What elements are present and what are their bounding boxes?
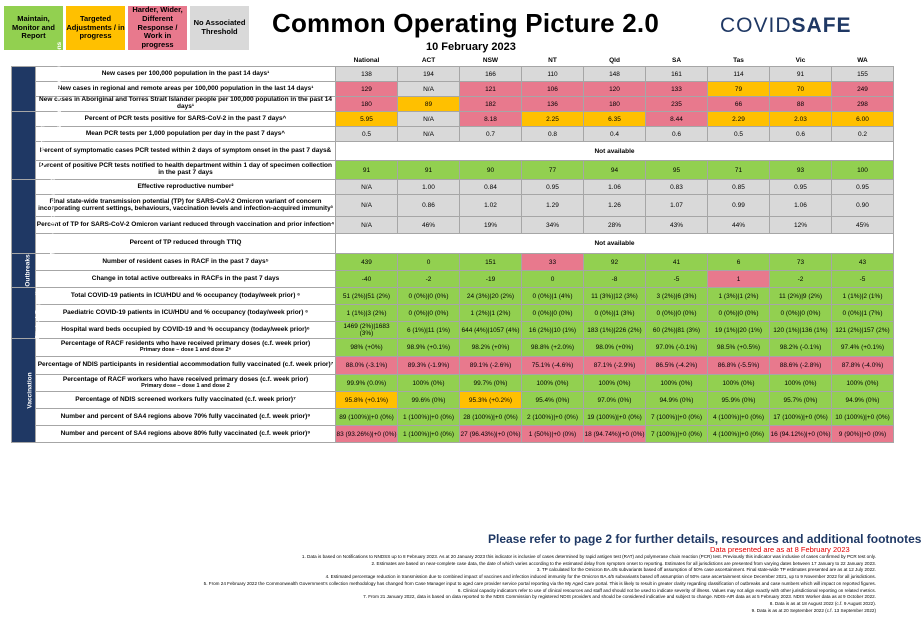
report-date: 10 February 2023 (426, 41, 516, 53)
indicator-label (36, 375, 336, 392)
value-cell: 0.95 (770, 180, 832, 195)
indicator-text: Paediatric COVID-19 patients in ICU/HDU and % occupancy (today/week prior) ⁶ (62, 308, 309, 316)
value-cell: 6 (708, 254, 770, 271)
section-label (12, 339, 36, 443)
value-cell: 0.99 (708, 195, 770, 217)
value-cell: 183 (1%)|226 (2%) (584, 322, 646, 339)
value-cell: 88.6% (-2.8%) (770, 357, 832, 375)
value-cell: 66 (708, 97, 770, 112)
value-cell: 5.95 (336, 112, 398, 127)
value-cell: 2.25 (522, 112, 584, 127)
indicator-text: Percent of positive PCR tests notified to health department within 1 day of specimen collection in the past 7 days (39, 162, 332, 176)
value-cell: 0.83 (646, 180, 708, 195)
value-cell: 100% (0%) (832, 375, 894, 392)
value-cell: 86.8% (-5.5%) (708, 357, 770, 375)
value-cell: 2.29 (708, 112, 770, 127)
value-cell: 89.3% (-1.9%) (398, 357, 460, 375)
value-cell: 0 (0%)|0 (0%) (398, 288, 460, 305)
value-cell: 120 (584, 82, 646, 97)
value-cell: 10 (100%)|+0 (0%) (832, 409, 894, 426)
value-cell: 28% (584, 217, 646, 234)
value-cell: 95.7% (0%) (770, 392, 832, 409)
value-cell: 0 (0%)|0 (0%) (708, 305, 770, 322)
table-row (12, 271, 894, 288)
value-cell: 98.5% (+0.5%) (708, 339, 770, 357)
value-cell: 34% (522, 217, 584, 234)
value-cell: 1 (100%)|+0 (0%) (398, 426, 460, 443)
col-header: Tas (708, 54, 770, 67)
value-cell: 1.26 (584, 195, 646, 217)
value-cell: 1.06 (584, 180, 646, 195)
section-label-text: Vaccination (26, 372, 34, 409)
value-cell: -19 (460, 271, 522, 288)
indicator-text: Change in total active outbreaks in RACFs in the past 7 days (91, 274, 280, 282)
value-cell: 43 (832, 254, 894, 271)
value-cell: 3 (2%)|6 (3%) (646, 288, 708, 305)
value-cell: 1 (3%)|1 (2%) (708, 288, 770, 305)
legend-no-threshold: No Associated Threshold (190, 6, 249, 50)
value-cell: 95.8% (+0.1%) (336, 392, 398, 409)
value-cell: 19 (1%)|20 (1%) (708, 322, 770, 339)
value-cell: 24 (3%)|20 (2%) (460, 288, 522, 305)
value-cell: 100 (832, 161, 894, 180)
footnote: 9. Data is as at 20 September 2022 (c.f. 13 September 2022) (751, 607, 876, 613)
value-cell: 0 (0%)|1 (7%) (832, 305, 894, 322)
value-cell: 19% (460, 217, 522, 234)
value-cell: 110 (522, 67, 584, 82)
value-cell: 129 (336, 82, 398, 97)
value-cell: 0 (398, 254, 460, 271)
value-cell: 7 (100%)|+0 (0%) (646, 409, 708, 426)
value-cell: 16 (94.12%)|+0 (0%) (770, 426, 832, 443)
value-cell: 60 (2%)|81 (3%) (646, 322, 708, 339)
value-cell: 87.8% (-4.0%) (832, 357, 894, 375)
value-cell: 0.95 (832, 180, 894, 195)
table-row (12, 112, 894, 127)
value-cell: 0 (0%)|0 (0%) (522, 305, 584, 322)
value-cell: 73 (770, 254, 832, 271)
indicator-text: Percentage of NDIS screened workers fully vaccinated (c.f. week prior)⁷ (75, 395, 296, 403)
value-cell: 71 (708, 161, 770, 180)
indicator-label (36, 97, 336, 112)
indicator-text: Percentage of RACF residents who have received primary doses (c.f. week prior) (60, 340, 311, 348)
indicator-text: Final state-wide transmission potential (TP) for SARS-CoV-2 Omicron variant of concern incorporating current settings, behaviours, vaccination levels and infection-acquired immunity³ (38, 197, 333, 212)
value-cell: 94.9% (0%) (832, 392, 894, 409)
indicator-label (36, 271, 336, 288)
value-cell: 0.86 (398, 195, 460, 217)
table-row (12, 142, 894, 161)
value-cell: 0 (0%)|0 (0%) (770, 305, 832, 322)
indicator-label (36, 127, 336, 142)
indicator-label (36, 322, 336, 339)
value-cell: 83 (93.26%)|+0 (0%) (336, 426, 398, 443)
value-cell: 1 (708, 271, 770, 288)
legend (4, 6, 252, 50)
section-label (12, 41, 64, 137)
table-row (12, 409, 894, 426)
col-header: Qld (584, 54, 646, 67)
footnote: 4. Estimated percentage reduction in transmission due to combined impact of vaccines and infection induced immunity for the Omicron BA.4/5 subvariants based off assumption of 50% case ascertainment since December 2021, up to 9 November 2022 for all jurisdictions. (325, 574, 876, 580)
value-cell: 98.9% (+0.1%) (398, 339, 460, 357)
value-cell: 88.0% (-3.1%) (336, 357, 398, 375)
value-cell: 0 (0%)|1 (3%) (584, 305, 646, 322)
value-cell: 8.44 (646, 112, 708, 127)
footnote: 7. From 21 January 2022, data is based on data reported to the NDIS Commission by registered NDIS providers and should be considered indicative and subject to change. NDIS-AIR data as at 5 February 2023. NDIS Worker data as at 9 October 2022. (363, 594, 876, 600)
value-cell: 86.5% (-4.2%) (646, 357, 708, 375)
indicator-text: Percent of TP reduced through TTIQ (129, 239, 242, 247)
legend-maintain: Maintain, Monitor and Report (4, 6, 63, 50)
value-cell: 98.0% (+0%) (584, 339, 646, 357)
value-cell: 95 (646, 161, 708, 180)
value-cell: 98.2% (-0.1%) (770, 339, 832, 357)
indicator-text: New cases per 100,000 population in the past 14 days¹ (101, 69, 270, 77)
value-cell: 28 (100%)|+0 (0%) (460, 409, 522, 426)
col-header: NSW (460, 54, 522, 67)
value-cell: 1469 (2%)|1683 (3%) (336, 322, 398, 339)
value-cell: 644 (4%)|1057 (4%) (460, 322, 522, 339)
value-cell: 95.4% (0%) (522, 392, 584, 409)
value-cell: 0.6 (646, 127, 708, 142)
value-cell: 155 (832, 67, 894, 82)
value-cell: 138 (336, 67, 398, 82)
table-row (12, 161, 894, 180)
value-cell: 95.9% (0%) (708, 392, 770, 409)
value-cell: -8 (584, 271, 646, 288)
merged-cell: Not available (336, 234, 894, 254)
indicator-label (36, 254, 336, 271)
value-cell: 121 (460, 82, 522, 97)
table-row (12, 67, 894, 82)
section-label-text: Cases and priority populations (56, 41, 64, 137)
data-as-at: Data presented are as at 8 February 2023 (710, 545, 850, 554)
value-cell: N/A (336, 217, 398, 234)
value-cell: 1.06 (770, 195, 832, 217)
indicator-label (36, 161, 336, 180)
value-cell: 6.00 (832, 112, 894, 127)
indicator-text: Hospital ward beds occupied by COVID-19 and % occupancy (today/week prior)⁶ (61, 325, 310, 333)
value-cell: 106 (522, 82, 584, 97)
page-title: Common Operating Picture 2.0 (272, 8, 660, 38)
value-cell: 12% (770, 217, 832, 234)
value-cell: N/A (336, 180, 398, 195)
value-cell: 75.1% (-4.6%) (522, 357, 584, 375)
value-cell: 0.2 (832, 127, 894, 142)
value-cell: 41 (646, 254, 708, 271)
value-cell: 98% (+0%) (336, 339, 398, 357)
indicator-subtext: Primary dose – dose 1 and dose 2 (141, 382, 230, 389)
indicator-text: Mean PCR tests per 1,000 population per day in the past 7 days^ (85, 129, 286, 137)
value-cell: 44% (708, 217, 770, 234)
value-cell: 1.07 (646, 195, 708, 217)
value-cell: 97.4% (+0.1%) (832, 339, 894, 357)
section-label-text: Clinical Capacity (34, 286, 42, 340)
indicator-label (36, 112, 336, 127)
value-cell: 0.95 (522, 180, 584, 195)
footnote: 8. Data is as at 18 August 2022 (c.f. 9 August 2022). (769, 600, 876, 606)
value-cell: 6 (1%)|11 (1%) (398, 322, 460, 339)
value-cell: 1.29 (522, 195, 584, 217)
value-cell: 9 (90%)|+0 (0%) (832, 426, 894, 443)
indicator-label (36, 195, 336, 217)
value-cell: 0.6 (770, 127, 832, 142)
value-cell: 439 (336, 254, 398, 271)
value-cell: 1.02 (460, 195, 522, 217)
value-cell: 43% (646, 217, 708, 234)
value-cell: 19 (100%)|+0 (0%) (584, 409, 646, 426)
value-cell: 0.85 (708, 180, 770, 195)
table-row (12, 82, 894, 97)
value-cell: 100% (0%) (584, 375, 646, 392)
col-header: WA (832, 54, 894, 67)
value-cell: 1 (50%)|+0 (0%) (522, 426, 584, 443)
value-cell: 148 (584, 67, 646, 82)
value-cell: 4 (100%)|+0 (0%) (708, 426, 770, 443)
value-cell: 89 (398, 97, 460, 112)
value-cell: 298 (832, 97, 894, 112)
value-cell: 89.1% (-2.6%) (460, 357, 522, 375)
table-row (12, 97, 894, 112)
value-cell: 180 (336, 97, 398, 112)
value-cell: 136 (522, 97, 584, 112)
value-cell: N/A (336, 195, 398, 217)
value-cell: 97.0% (-0.1%) (646, 339, 708, 357)
table-row (12, 305, 894, 322)
section-label-text: Outbreaks (24, 254, 32, 287)
table-row (12, 322, 894, 339)
value-cell: N/A (398, 127, 460, 142)
value-cell: 1 (100%)|+0 (0%) (398, 409, 460, 426)
value-cell: 161 (646, 67, 708, 82)
value-cell: 77 (522, 161, 584, 180)
indicator-label (36, 339, 336, 357)
refer-note: Please refer to page 2 for further details, resources and additional footnotes (488, 532, 921, 546)
indicator-text: Total COVID-19 patients in ICU/HDU and % occupancy (today/week prior) ⁶ (70, 291, 301, 299)
section-label (12, 112, 47, 180)
value-cell: 180 (584, 97, 646, 112)
value-cell: 7 (100%)|+0 (0%) (646, 426, 708, 443)
value-cell: 235 (646, 97, 708, 112)
indicator-text: Percent of PCR tests positive for SARS-CoV-2 in the past 7 days^ (84, 114, 287, 122)
value-cell: N/A (398, 82, 460, 97)
value-cell: 182 (460, 97, 522, 112)
indicator-label (36, 305, 336, 322)
value-cell: 1 (1%)|2 (1%) (832, 288, 894, 305)
value-cell: 100% (0%) (398, 375, 460, 392)
indicator-label (36, 82, 336, 97)
indicator-text: Percent of symptomatic cases PCR tested within 2 days of symptom onset in the past 7 days& (39, 146, 332, 154)
indicator-label (36, 426, 336, 443)
value-cell: 0.4 (584, 127, 646, 142)
covidsafe-logo (720, 14, 852, 38)
section-label (12, 254, 36, 288)
value-cell: 94 (584, 161, 646, 180)
value-cell: 0 (0%)|1 (4%) (522, 288, 584, 305)
value-cell: 0 (0%)|0 (0%) (398, 305, 460, 322)
indicator-text: Number and percent of SA4 regions above 70% fully vaccinated (c.f. week prior)⁹ (60, 412, 311, 420)
value-cell: 0.5 (708, 127, 770, 142)
indicator-label (36, 180, 336, 195)
table-row (12, 339, 894, 357)
value-cell: 100% (0%) (708, 375, 770, 392)
indicator-label (36, 357, 336, 375)
table-row (12, 127, 894, 142)
value-cell: 0 (0%)|0 (0%) (646, 305, 708, 322)
value-cell: 92 (584, 254, 646, 271)
value-cell: 90 (460, 161, 522, 180)
value-cell: -40 (336, 271, 398, 288)
value-cell: 1.00 (398, 180, 460, 195)
indicator-text: Percentage of RACF workers who have received primary doses (c.f. week prior) (62, 375, 309, 383)
value-cell: 89 (100%)|+0 (0%) (336, 409, 398, 426)
value-cell: 11 (2%)|9 (2%) (770, 288, 832, 305)
value-cell: 94.9% (0%) (646, 392, 708, 409)
col-header: NT (522, 54, 584, 67)
footnote: 2. Estimates are based on near-complete case data, the date of which varies according to the estimated delay from symptom onset to reporting. Estimates for all jurisdictions are presented from varying dates between 17 January to 22 January 2023. (371, 560, 876, 566)
value-cell: 70 (770, 82, 832, 97)
footnote: 6. Clinical capacity indicators refer to use of clinical resources and staff and should not be used to indicate severity of illness. Values may not align exactly with other jurisdictional reporting on related metrics. (457, 587, 876, 593)
indicator-text: Percent of TP for SARS-CoV-2 Omicron variant reduced through vaccination and prior infection⁴ (36, 220, 335, 228)
indicator-subtext: Primary dose – dose 1 and dose 2⁸ (139, 347, 232, 354)
table-row (12, 357, 894, 375)
indicator-label (36, 409, 336, 426)
value-cell: N/A (398, 112, 460, 127)
legend-harder: Harder, Wider, Different Response / Work in progress (128, 6, 187, 50)
table-row (12, 392, 894, 409)
indicator-text: Number and percent of SA4 regions above 80% fully vaccinated (c.f. week prior)⁹ (60, 429, 311, 437)
value-cell: 120 (1%)|136 (1%) (770, 322, 832, 339)
col-header: Vic (770, 54, 832, 67)
value-cell: 33 (522, 254, 584, 271)
value-cell: 4 (100%)|+0 (0%) (708, 409, 770, 426)
value-cell: 0.5 (336, 127, 398, 142)
value-cell: 8.18 (460, 112, 522, 127)
indicator-label (36, 142, 336, 161)
value-cell: 88 (770, 97, 832, 112)
value-cell: 93 (770, 161, 832, 180)
value-cell: 0.90 (832, 195, 894, 217)
header-row (12, 54, 894, 67)
value-cell: -2 (398, 271, 460, 288)
value-cell: 46% (398, 217, 460, 234)
merged-cell: Not available (336, 142, 894, 161)
value-cell: -5 (832, 271, 894, 288)
value-cell: 99.7% (0%) (460, 375, 522, 392)
indicator-text: New cases in regional and remote areas per 100,000 population in the last 14 days¹ (57, 84, 314, 92)
value-cell: 166 (460, 67, 522, 82)
indicator-label (36, 217, 336, 234)
value-cell: 121 (2%)|157 (2%) (832, 322, 894, 339)
value-cell: 51 (2%)|51 (2%) (336, 288, 398, 305)
value-cell: 6.35 (584, 112, 646, 127)
value-cell: 100% (0%) (646, 375, 708, 392)
value-cell: -2 (770, 271, 832, 288)
value-cell: 1 (2%)|1 (2%) (460, 305, 522, 322)
value-cell: 91 (770, 67, 832, 82)
footnote: 5. From 24 February 2022 the Commonwealth Government's collection methodology has changed from Case Manager input to aged care provider service portal reporting via the My Aged Care portal. This is likely to result in greater clarity regarding classification of outbreaks and case numbers which will impact on reported figures. (203, 580, 876, 586)
table-row (12, 234, 894, 254)
value-cell: 99.6% (0%) (398, 392, 460, 409)
indicator-text: New cases in Aboriginal and Torres Strait Islander people per 100,000 population in the past 14 days¹ (39, 96, 332, 110)
value-cell: 2 (100%)|+0 (0%) (522, 409, 584, 426)
indicator-text: Number of resident cases in RACF in the past 7 days⁵ (102, 257, 269, 265)
value-cell: 95.3% (+0.2%) (460, 392, 522, 409)
value-cell: 0.84 (460, 180, 522, 195)
table-row (12, 195, 894, 217)
value-cell: 98.8% (+2.0%) (522, 339, 584, 357)
section-label-text: Modelled epidemic activity (49, 175, 57, 258)
value-cell: 17 (100%)|+0 (0%) (770, 409, 832, 426)
table-row (12, 426, 894, 443)
col-header: SA (646, 54, 708, 67)
value-cell: 27 (96.43%)|+0 (0%) (460, 426, 522, 443)
value-cell: 91 (336, 161, 398, 180)
value-cell: 1 (1%)|3 (2%) (336, 305, 398, 322)
value-cell: 151 (460, 254, 522, 271)
value-cell: 91 (398, 161, 460, 180)
value-cell: 87.1% (-2.9%) (584, 357, 646, 375)
table-row (12, 288, 894, 305)
value-cell: 114 (708, 67, 770, 82)
value-cell: 194 (398, 67, 460, 82)
legend-targeted: Targeted Adjustments / in progress (66, 6, 125, 50)
value-cell: 16 (2%)|10 (1%) (522, 322, 584, 339)
value-cell: 99.9% (0.0%) (336, 375, 398, 392)
footnotes (10, 554, 876, 614)
col-header: ACT (398, 54, 460, 67)
indicator-text: Percentage of NDIS participants in residential accommodation fully vaccinated (c.f. week prior)⁷ (37, 361, 334, 369)
indicator-label (36, 288, 336, 305)
table-row (12, 254, 894, 271)
table-row (12, 375, 894, 392)
footnote: 1. Data is based on Notifications to NNDSS up to 8 February 2023. As at 20 January 2023 this indicator is inclusive of cases determined by rapid antigen test (RAT) and polymerase chain reaction (PCR) test. Previously this indicator was inclusive of cases confirmed by PCR test only. (301, 554, 876, 559)
value-cell: -5 (646, 271, 708, 288)
table-row (12, 217, 894, 234)
indicator-label (36, 392, 336, 409)
section-label (12, 175, 57, 258)
value-cell: 2.03 (770, 112, 832, 127)
value-cell: 0.8 (522, 127, 584, 142)
table-row (12, 180, 894, 195)
value-cell: 0.7 (460, 127, 522, 142)
value-cell: 98.2% (+0%) (460, 339, 522, 357)
value-cell: 133 (646, 82, 708, 97)
brand-bold: SAFE (791, 14, 852, 37)
indicator-text: Effective reproductive number² (137, 182, 234, 190)
value-cell: 0 (522, 271, 584, 288)
col-header: National (336, 54, 398, 67)
value-cell: 79 (708, 82, 770, 97)
value-cell: 97.0% (0%) (584, 392, 646, 409)
value-cell: 11 (3%)|12 (3%) (584, 288, 646, 305)
indicator-label (36, 234, 336, 254)
value-cell: 249 (832, 82, 894, 97)
section-label-text: TTIQ new indicators (39, 114, 47, 177)
value-cell: 45% (832, 217, 894, 234)
value-cell: 100% (0%) (522, 375, 584, 392)
footnote: 3. TP calculated for the Omicron BA.4/5 subvariants based off assumption of 50% case ascertainment. Final state-wide TP estimates presented are as at 12 July 2022. (536, 567, 876, 573)
indicator-label (36, 67, 336, 82)
value-cell: 18 (94.74%)|+0 (0%) (584, 426, 646, 443)
value-cell: 100% (0%) (770, 375, 832, 392)
section-label (12, 286, 42, 340)
brand-light: COVID (720, 14, 792, 37)
